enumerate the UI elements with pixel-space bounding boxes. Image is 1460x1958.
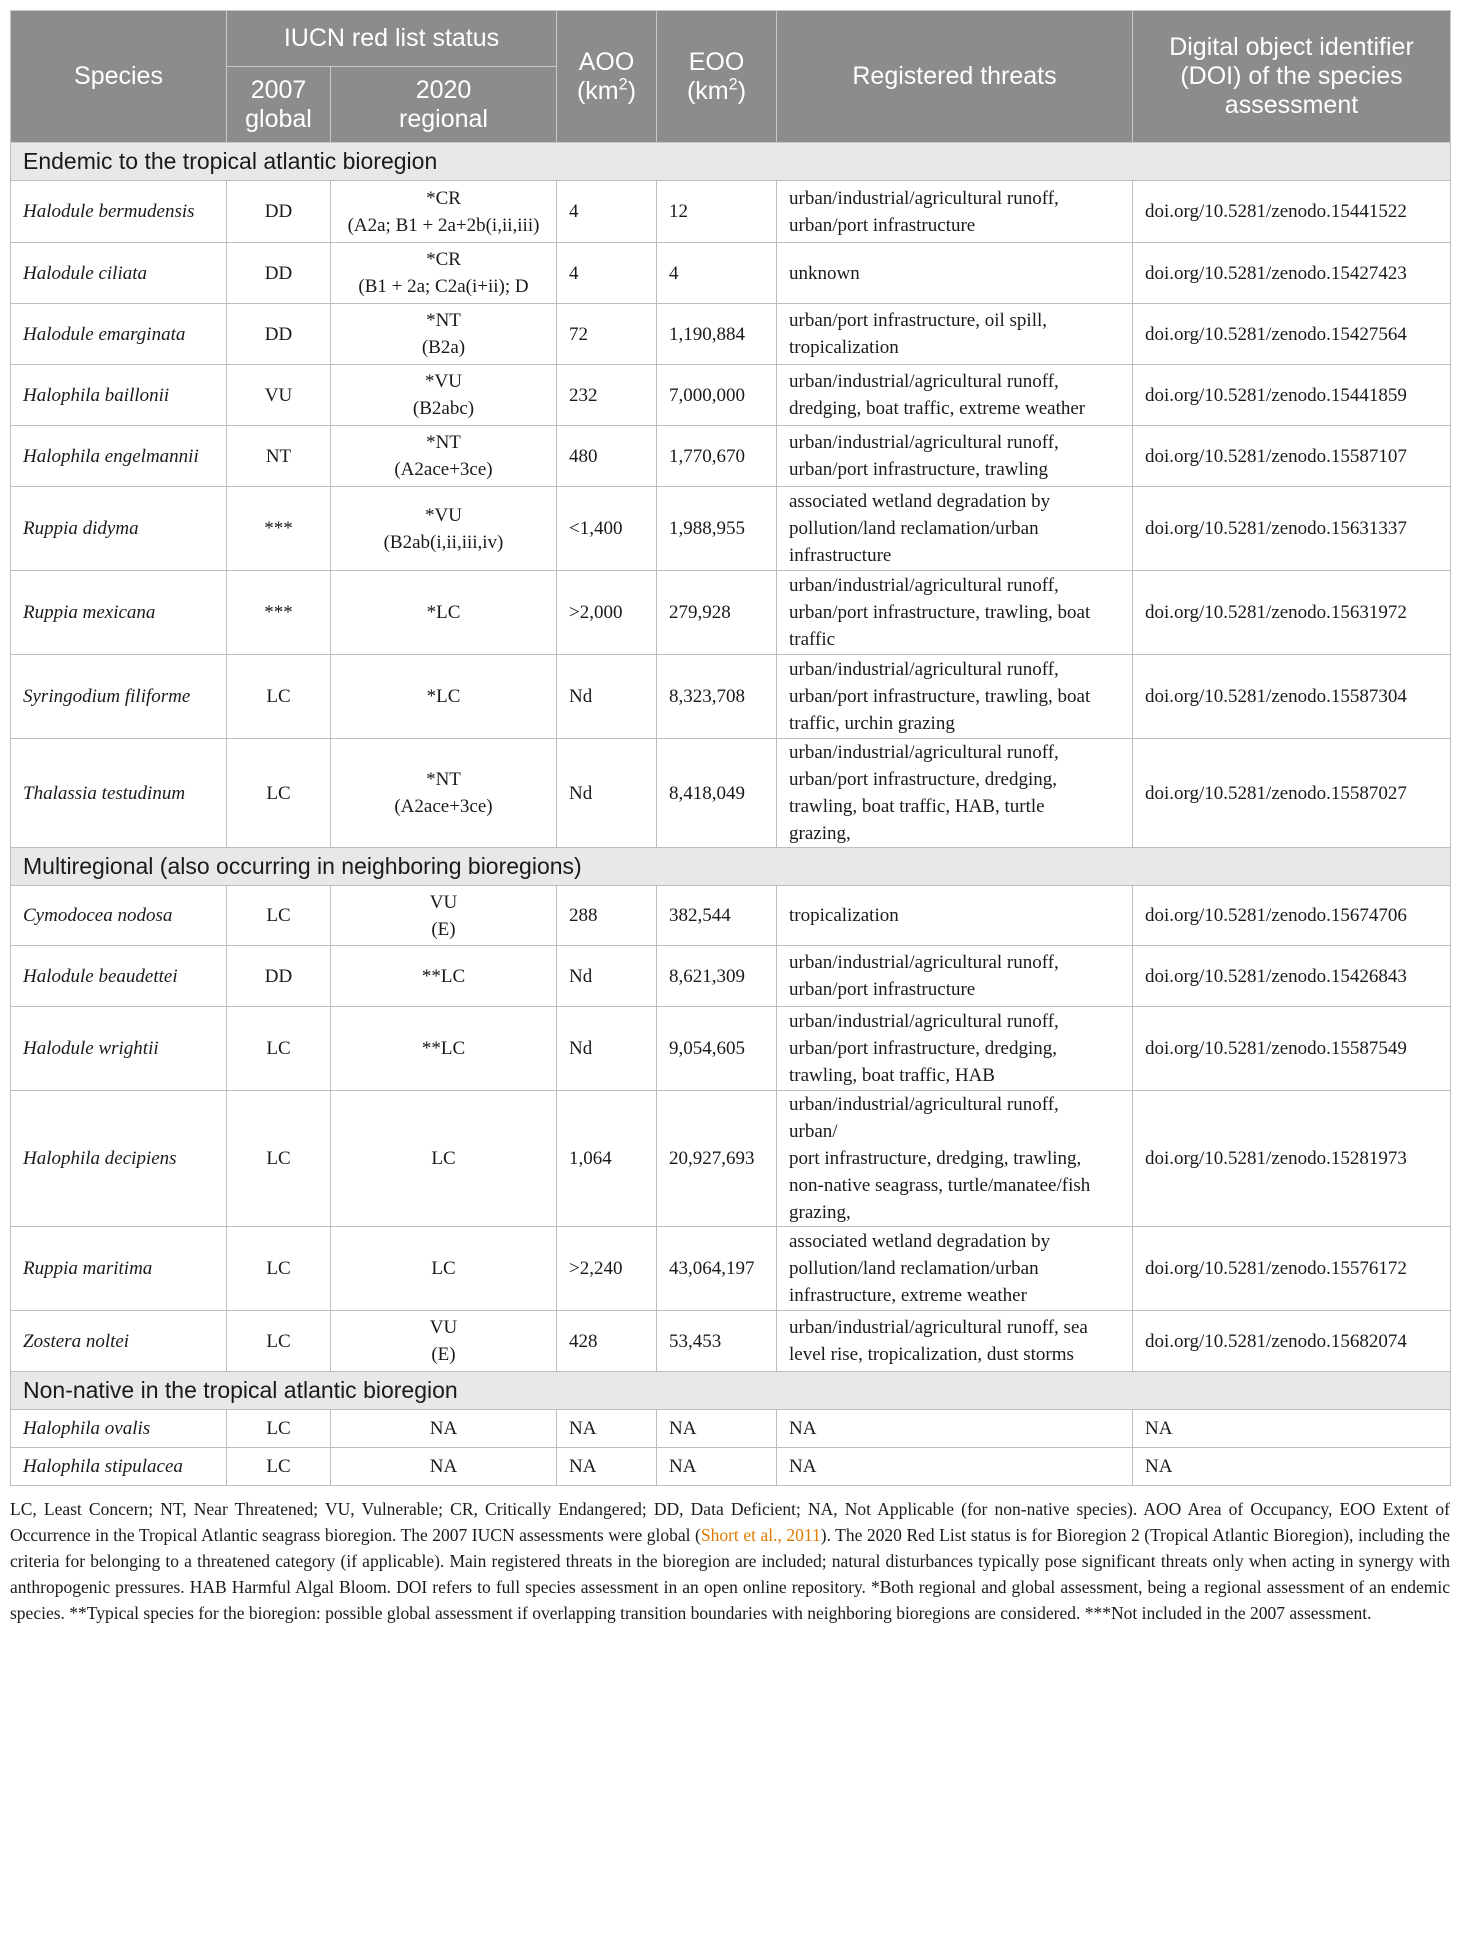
threat-line: urban/port infrastructure, dredging, xyxy=(789,769,1058,790)
table-row xyxy=(11,739,1451,848)
species-name: Cymodocea nodosa xyxy=(11,886,227,946)
threat-line: urban/industrial/agricultural runoff, xyxy=(789,659,1059,680)
doi-link[interactable]: doi.org/10.5281/zenodo.15427423 xyxy=(1133,243,1451,304)
status-2020 xyxy=(331,1311,557,1372)
threats xyxy=(777,739,1133,848)
threats xyxy=(777,1410,1133,1448)
status-2007: DD xyxy=(227,946,331,1007)
threat-line: unknown xyxy=(789,262,860,284)
threat-line: infrastructure xyxy=(789,545,892,566)
threat-line: urban/port infrastructure, oil spill, xyxy=(789,310,1048,331)
threats xyxy=(777,655,1133,739)
status-2007: *** xyxy=(227,487,331,571)
eoo-value: 20,927,693 xyxy=(657,1091,777,1227)
aoo-value: 480 xyxy=(557,426,657,487)
aoo-value: 288 xyxy=(557,886,657,946)
aoo-value: 232 xyxy=(557,365,657,426)
threat-line: non-native seagrass, turtle/manatee/fish xyxy=(789,1175,1091,1196)
status-2007: LC xyxy=(227,886,331,946)
aoo-value: 4 xyxy=(557,243,657,304)
status-2020 xyxy=(331,487,557,571)
threats xyxy=(777,886,1133,946)
aoo-value: NA xyxy=(557,1448,657,1486)
section-header xyxy=(11,1372,1451,1410)
status-2007: LC xyxy=(227,1410,331,1448)
table-row xyxy=(11,886,1451,946)
species-name: Halophila stipulacea xyxy=(11,1448,227,1486)
doi-link[interactable]: doi.org/10.5281/zenodo.15631337 xyxy=(1133,487,1451,571)
status-2007: VU xyxy=(227,365,331,426)
threat-line: urban/industrial/agricultural runoff, xyxy=(789,575,1059,596)
threat-line: grazing, xyxy=(789,1202,851,1223)
status-2020-category: *VU xyxy=(425,504,462,526)
aoo-value: 4 xyxy=(557,181,657,243)
threat-line: urban/port infrastructure xyxy=(789,214,976,236)
header-doi: Digital object identifier (DOI) of the species assessment xyxy=(1133,11,1451,143)
threats xyxy=(777,1091,1133,1227)
status-2020 xyxy=(331,1007,557,1091)
status-2020-criteria: (E) xyxy=(431,918,456,940)
eoo-value: 9,054,605 xyxy=(657,1007,777,1091)
species-name: Syringodium filiforme xyxy=(11,655,227,739)
section-title: Endemic to the tropical atlantic bioregion xyxy=(11,143,1451,181)
table-row xyxy=(11,1448,1451,1486)
aoo-value: >2,240 xyxy=(557,1227,657,1311)
table-row xyxy=(11,426,1451,487)
doi-link[interactable]: doi.org/10.5281/zenodo.15674706 xyxy=(1133,886,1451,946)
header-threats: Registered threats xyxy=(777,11,1133,143)
status-2020-category: *LC xyxy=(426,602,461,623)
status-2020 xyxy=(331,181,557,243)
threat-line: urban/industrial/agricultural runoff, xyxy=(789,1094,1059,1115)
threat-line: tropicalization xyxy=(789,905,899,926)
eoo-value: 1,988,955 xyxy=(657,487,777,571)
aoo-value: Nd xyxy=(557,946,657,1007)
species-name: Halophila decipiens xyxy=(11,1091,227,1227)
species-name: Zostera noltei xyxy=(11,1311,227,1372)
status-2020-category: *NT xyxy=(426,769,461,790)
doi-link[interactable]: doi.org/10.5281/zenodo.15631972 xyxy=(1133,571,1451,655)
doi-link[interactable]: doi.org/10.5281/zenodo.15281973 xyxy=(1133,1091,1451,1227)
species-name: Ruppia maritima xyxy=(11,1227,227,1311)
species-name: Halodule beaudettei xyxy=(11,946,227,1007)
doi-link[interactable]: doi.org/10.5281/zenodo.15441522 xyxy=(1133,181,1451,243)
threats xyxy=(777,1007,1133,1091)
threat-line: urban/port infrastructure xyxy=(789,979,976,1000)
status-2007: LC xyxy=(227,1007,331,1091)
status-2007: LC xyxy=(227,655,331,739)
eoo-value: 382,544 xyxy=(657,886,777,946)
status-2020-category: VU xyxy=(429,891,458,913)
threat-line: NA xyxy=(789,1456,817,1477)
table-row xyxy=(11,365,1451,426)
threats xyxy=(777,243,1133,304)
threat-line: dredging, boat traffic, extreme weather xyxy=(789,398,1086,419)
aoo-value: >2,000 xyxy=(557,571,657,655)
status-2020 xyxy=(331,365,557,426)
species-name: Thalassia testudinum xyxy=(11,739,227,848)
eoo-value: 4 xyxy=(657,243,777,304)
status-2020-category: *NT xyxy=(426,432,461,453)
status-2020 xyxy=(331,1091,557,1227)
table-row xyxy=(11,655,1451,739)
eoo-value: 279,928 xyxy=(657,571,777,655)
species-name: Ruppia didyma xyxy=(11,487,227,571)
header-2007-global: 2007 global xyxy=(227,67,331,143)
threats xyxy=(777,571,1133,655)
status-2020-category: *CR xyxy=(426,249,461,270)
status-2020 xyxy=(331,946,557,1007)
eoo-value: 8,418,049 xyxy=(657,739,777,848)
section-header xyxy=(11,848,1451,886)
status-2020-category: LC xyxy=(431,1148,456,1169)
table-row xyxy=(11,243,1451,304)
threats xyxy=(777,1227,1133,1311)
eoo-value: NA xyxy=(657,1448,777,1486)
status-2020-category: **LC xyxy=(421,965,466,987)
table-row xyxy=(11,1007,1451,1091)
table-row xyxy=(11,1311,1451,1372)
status-2020 xyxy=(331,1227,557,1311)
species-status-table xyxy=(10,10,1451,1486)
status-2020-criteria: (B2abc) xyxy=(412,398,475,419)
status-2007: DD xyxy=(227,181,331,243)
threat-line: trawling, boat traffic, HAB xyxy=(789,1065,995,1086)
status-2007: DD xyxy=(227,304,331,365)
status-2020 xyxy=(331,304,557,365)
aoo-value: Nd xyxy=(557,1007,657,1091)
status-2020-category: NA xyxy=(429,1456,458,1477)
header-iucn-status: IUCN red list status xyxy=(227,11,557,67)
status-2007: NT xyxy=(227,426,331,487)
doi-link[interactable]: doi.org/10.5281/zenodo.15427564 xyxy=(1133,304,1451,365)
status-2020 xyxy=(331,886,557,946)
threat-line: urban/industrial/agricultural runoff, xyxy=(789,371,1059,392)
status-2007: LC xyxy=(227,1448,331,1486)
status-2020-criteria: (B1 + 2a; C2a(i+ii); D xyxy=(358,276,529,297)
aoo-value: <1,400 xyxy=(557,487,657,571)
eoo-value: 1,770,670 xyxy=(657,426,777,487)
aoo-value: NA xyxy=(557,1410,657,1448)
status-2020 xyxy=(331,739,557,848)
status-2020 xyxy=(331,1448,557,1486)
status-2020-criteria: (E) xyxy=(431,1344,456,1365)
doi-link: NA xyxy=(1133,1448,1451,1486)
threat-line: pollution/land reclamation/urban xyxy=(789,518,1039,539)
header-eoo: EOO $(km^2)$ xyxy=(657,11,777,143)
threat-line: urban/industrial/agricultural runoff, sea xyxy=(789,1317,1088,1338)
eoo-value: 8,621,309 xyxy=(657,946,777,1007)
threats xyxy=(777,181,1133,243)
table-row xyxy=(11,946,1451,1007)
threat-line: traffic xyxy=(789,629,836,650)
status-2020-criteria: (B2ab(i,ii,iii,iv) xyxy=(383,531,504,553)
table-row xyxy=(11,304,1451,365)
threat-line: traffic, urchin grazing xyxy=(789,713,955,734)
doi-link[interactable]: doi.org/10.5281/zenodo.15587304 xyxy=(1133,655,1451,739)
status-2020-category: VU xyxy=(429,1317,458,1338)
aoo-value: 1,064 xyxy=(557,1091,657,1227)
threats xyxy=(777,1311,1133,1372)
doi-link[interactable]: doi.org/10.5281/zenodo.15587027 xyxy=(1133,739,1451,848)
threats xyxy=(777,1448,1133,1486)
threat-line: urban/port infrastructure, trawling, boat xyxy=(789,686,1091,707)
status-2020 xyxy=(331,655,557,739)
threat-line: level rise, tropicalization, dust storms xyxy=(789,1344,1074,1365)
citation-link[interactable]: Short et al., 2011 xyxy=(700,1525,821,1545)
eoo-value: 1,190,884 xyxy=(657,304,777,365)
status-2020-criteria: (A2ace+3ce) xyxy=(394,796,493,817)
status-2020-category: NA xyxy=(429,1418,458,1439)
header-aoo: AOO $(km^2)$ xyxy=(557,11,657,143)
eoo-value: 12 xyxy=(657,181,777,243)
table-row xyxy=(11,571,1451,655)
status-2007: LC xyxy=(227,739,331,848)
status-2007: DD xyxy=(227,243,331,304)
doi-link[interactable]: doi.org/10.5281/zenodo.15587549 xyxy=(1133,1007,1451,1091)
eoo-value: 8,323,708 xyxy=(657,655,777,739)
doi-link[interactable]: doi.org/10.5281/zenodo.15576172 xyxy=(1133,1227,1451,1311)
status-2020 xyxy=(331,571,557,655)
threat-line: urban/industrial/agricultural runoff, xyxy=(789,1011,1059,1032)
aoo-value: 72 xyxy=(557,304,657,365)
threat-line: urban/industrial/agricultural runoff, xyxy=(789,432,1059,453)
status-2020-category: *NT xyxy=(426,310,461,331)
threat-line: trawling, boat traffic, HAB, turtle xyxy=(789,796,1045,817)
status-2020-category: *VU xyxy=(425,371,462,392)
table-row xyxy=(11,487,1451,571)
species-name: Halophila engelmannii xyxy=(11,426,227,487)
table-footnote: LC, Least Concern; NT, Near Threatened; VU, Vulnerable; CR, Critically Endangered; DD, Data Deficient; NA, Not Applicable (for non-native species). AOO Area of Occupancy, EOO Extent of Occurrence in the Tropical Atlantic seagrass bioregion. The 2007 IUCN assessments were global (Short et al., 2011). The 2020 Red List status is for Bioregion 2 (Tropical Atlantic Bioregion), including the criteria for belonging to a threatened category (if applicable). Main registered threats in the bioregion are included; natural disturbances typically pose significant threats only when acting in synergy with anthropogenic pressures. HAB Harmful Algal Bloom. DOI refers to full species assessment in an open online repository. *Both regional and global assessment, being a regional assessment of an endemic species. **Typical species for the bioregion: possible global assessment if overlapping transition boundaries with neighboring bioregions are considered. ***Not included in the 2007 assessment. xyxy=(10,1499,1450,1623)
header-species: Species xyxy=(11,11,227,143)
doi-link[interactable]: doi.org/10.5281/zenodo.15441859 xyxy=(1133,365,1451,426)
eoo-value: NA xyxy=(657,1410,777,1448)
status-2020 xyxy=(331,426,557,487)
species-name: Halodule ciliata xyxy=(11,243,227,304)
threat-line: tropicalization xyxy=(789,337,899,358)
status-2007: LC xyxy=(227,1311,331,1372)
status-2007: *** xyxy=(227,571,331,655)
section-header xyxy=(11,143,1451,181)
section-title: Non-native in the tropical atlantic bioregion xyxy=(11,1372,1451,1410)
status-2020 xyxy=(331,243,557,304)
status-2020-criteria: (B2a) xyxy=(421,337,466,358)
species-name: Halodule bermudensis xyxy=(11,181,227,243)
species-name: Ruppia mexicana xyxy=(11,571,227,655)
aoo-value: Nd xyxy=(557,739,657,848)
table-row xyxy=(11,1091,1451,1227)
threats xyxy=(777,365,1133,426)
table-row xyxy=(11,181,1451,243)
threat-line: NA xyxy=(789,1418,817,1439)
eoo-value: 43,064,197 xyxy=(657,1227,777,1311)
status-2020 xyxy=(331,1410,557,1448)
threat-line: infrastructure, extreme weather xyxy=(789,1285,1027,1306)
species-name: Halophila baillonii xyxy=(11,365,227,426)
threat-line: associated wetland degradation by xyxy=(789,491,1051,512)
status-2020-category: *LC xyxy=(426,686,461,707)
aoo-value: 428 xyxy=(557,1311,657,1372)
threat-line: urban/port infrastructure, trawling xyxy=(789,459,1049,480)
status-2020-category: **LC xyxy=(421,1038,466,1059)
table-row xyxy=(11,1410,1451,1448)
threat-line: pollution/land reclamation/urban xyxy=(789,1258,1039,1279)
doi-link[interactable]: doi.org/10.5281/zenodo.15682074 xyxy=(1133,1311,1451,1372)
doi-link[interactable]: doi.org/10.5281/zenodo.15587107 xyxy=(1133,426,1451,487)
eoo-value: 53,453 xyxy=(657,1311,777,1372)
header-2020-regional: 2020 regional xyxy=(331,67,557,143)
threat-line: urban/industrial/agricultural runoff, xyxy=(789,187,1059,209)
threat-line: urban/industrial/agricultural runoff, xyxy=(789,742,1059,763)
doi-link: NA xyxy=(1133,1410,1451,1448)
status-2007: LC xyxy=(227,1227,331,1311)
section-title: Multiregional (also occurring in neighboring bioregions) xyxy=(11,848,1451,886)
threat-line: urban/port infrastructure, trawling, boat xyxy=(789,602,1091,623)
species-name: Halodule emarginata xyxy=(11,304,227,365)
status-2020-criteria: (A2ace+3ce) xyxy=(394,459,493,480)
species-name: Halodule wrightii xyxy=(11,1007,227,1091)
threat-line: urban/ xyxy=(789,1121,838,1142)
threat-line: grazing, xyxy=(789,823,851,844)
eoo-value: 7,000,000 xyxy=(657,365,777,426)
aoo-value: Nd xyxy=(557,655,657,739)
status-2020-criteria: (A2a; B1 + 2a+2b(i,ii,iii) xyxy=(347,214,540,236)
threats xyxy=(777,304,1133,365)
threat-line: associated wetland degradation by xyxy=(789,1231,1051,1252)
table-row xyxy=(11,1227,1451,1311)
status-2020-category: LC xyxy=(431,1258,456,1279)
table-body xyxy=(11,143,1451,1486)
table-container xyxy=(10,10,1450,1626)
threats xyxy=(777,946,1133,1007)
status-2007: LC xyxy=(227,1091,331,1227)
threat-line: urban/industrial/agricultural runoff, xyxy=(789,952,1059,973)
doi-link[interactable]: doi.org/10.5281/zenodo.15426843 xyxy=(1133,946,1451,1007)
threat-line: port infrastructure, dredging, trawling, xyxy=(789,1148,1082,1169)
threat-line: urban/port infrastructure, dredging, xyxy=(789,1038,1058,1059)
status-2020-category: *CR xyxy=(426,187,461,209)
threats xyxy=(777,426,1133,487)
threats xyxy=(777,487,1133,571)
species-name: Halophila ovalis xyxy=(11,1410,227,1448)
